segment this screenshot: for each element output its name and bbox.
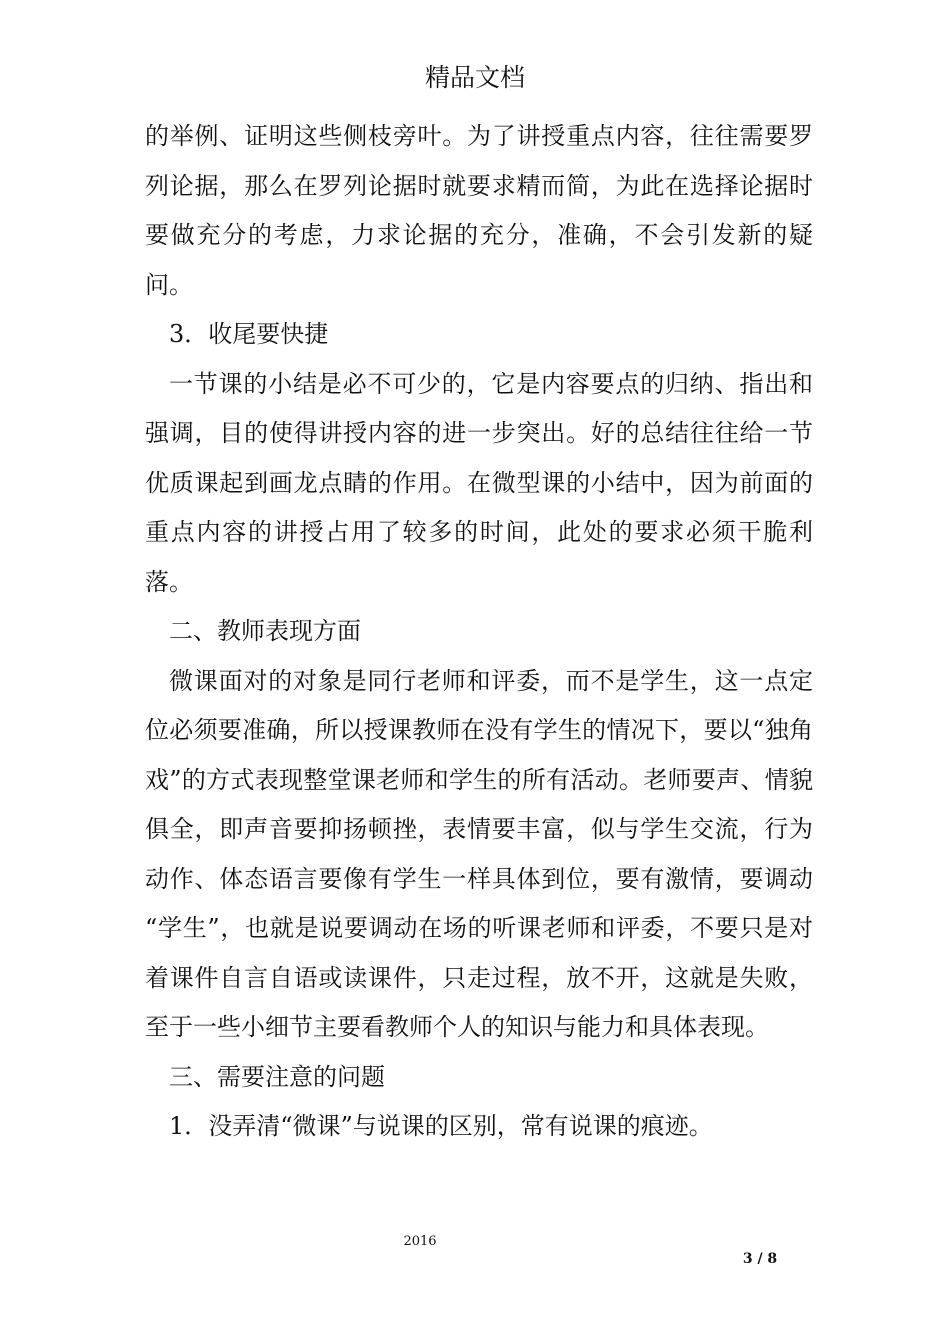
footer-year: 2016 [403, 1234, 437, 1249]
body-paragraph-3: 微课面对的对象是同行老师和评委，而不是学生，这一点定位必须要准确，所以授课教师在没有学生的情况下，要以“独角戏”的方式表现整堂课老师和学生的所有活动。老师要声、情貌俱全，即声音要抑扬顿挫，表情要丰富，似与学生交流，行为动作、体态语言要像有学生一样具体到位，要有激情，要调动 “学生”，也就是说要调动在场的听课老师和评委，不要只是对着课件自言自语或读课件，只走过程，放不开，这就是失败，至于一些小细节主要看教师个人的知识与能力和具体表现。 [145, 666, 813, 1041]
section-heading-3-ending: 3．收尾要快捷 [169, 320, 329, 348]
document-body [145, 112, 813, 1152]
body-paragraph-1: 的举例、证明这些侧枝旁叶。为了讲授重点内容，往往需要罗列论据，那么在罗列论据时就要求精而简，为此在选择论据时要做充分的考虑，力求论据的充分，准确，不会引发新的疑问。 [145, 122, 813, 299]
section-heading-teacher-performance: 二、教师表现方面 [169, 617, 361, 645]
page-number: 3 / 8 [742, 1251, 778, 1267]
body-paragraph-2: 一节课的小结是必不可少的，它是内容要点的归纳、指出和强调，目的使得讲授内容的进一步突出。好的总结往往给一节优质课起到画龙点睛的作用。在微型课的小结中，因为前面的重点内容的讲授占用了较多的时间，此处的要求必须干脆利落。 [145, 369, 813, 596]
page-header-title: 精品文档 [424, 63, 525, 92]
section-heading-attention-issues: 三、需要注意的问题 [169, 1062, 385, 1091]
list-item-1: 1．没弄清“微课”与说课的区别，常有说课的痕迹。 [169, 1112, 713, 1140]
